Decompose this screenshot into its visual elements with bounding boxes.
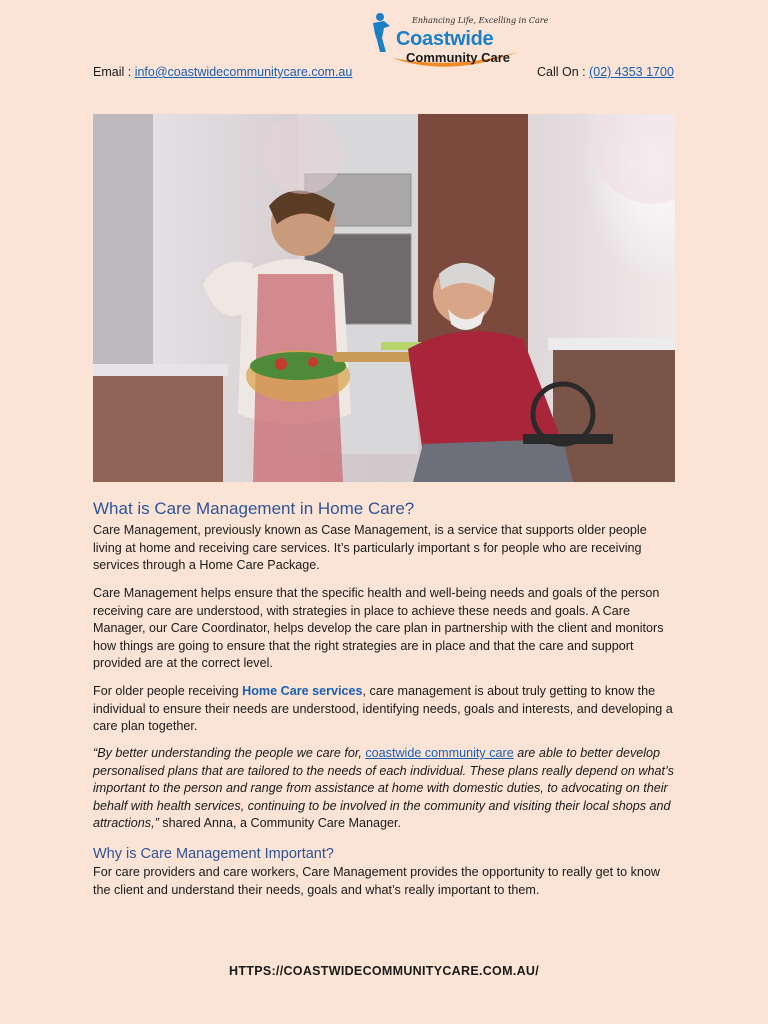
logo-name-line1: Coastwide bbox=[396, 28, 494, 50]
paragraph-older-people bbox=[93, 683, 678, 736]
logo-tagline: Enhancing Life, Excelling in Care bbox=[412, 16, 549, 25]
email-link[interactable]: info@coastwidecommunitycare.com.au bbox=[134, 65, 353, 79]
paragraph-why-important: For care providers and care workers, Care Management provides the opportunity to really get to know the client and understand their needs, goals and what’s really important to them. bbox=[93, 865, 660, 897]
hero-photo bbox=[93, 114, 675, 482]
coastwide-community-care-link[interactable]: coastwide community care bbox=[365, 746, 514, 760]
paragraph-intro: Care Management, previously known as Case Management, is a service that supports older people living at home and receiving care services. It’s particularly important s for people who are receiving services through a Home Care Package. bbox=[93, 523, 647, 573]
quote-lead: “By better understanding the people we care for, bbox=[93, 746, 366, 760]
heading-what-is-care-management: What is Care Management in Home Care? bbox=[93, 499, 415, 518]
logo-name-line2: Community Care bbox=[406, 50, 511, 65]
phone-link[interactable]: (02) 4353 1700 bbox=[589, 65, 674, 79]
footer-website-url[interactable]: HTTPS://COASTWIDECOMMUNITYCARE.COM.AU/ bbox=[229, 964, 539, 978]
heading-why-important: Why is Care Management Important? bbox=[93, 846, 334, 862]
paragraph-helps-ensure: Care Management helps ensure that the specific health and well-being needs and goals of the person receiving care are understood, with strategies in place to achieve these needs and goals. A Care Manager, our Care Coordinator, helps develop the care plan in partnership with the client and monitors how things are going to ensure that the right strategies are in place and that the care and support provided are at the correct level. bbox=[93, 586, 664, 671]
paragraph-quote bbox=[93, 745, 678, 833]
quote-attribution: shared Anna, a Community Care Manager. bbox=[158, 816, 402, 831]
company-logo bbox=[370, 8, 549, 74]
paragraph-older-people-lead: For older people receiving bbox=[93, 684, 243, 698]
phone-contact bbox=[537, 65, 674, 79]
quote-body: are able to better develop personalised plans that are tailored to the needs of each individual. These plans really depend on what’s important to the person and range from assistance at home with domestic duties, to advocating on their behalf with health services, continuing to be involved in the community and visiting their local shops and attractions,” bbox=[93, 746, 674, 831]
paragraph-older-people-rest: , care management is about truly getting to know the individual to ensure their needs are understood, identifying needs, goals and interests, and developing a care plan together. bbox=[93, 684, 673, 734]
email-label: Email : bbox=[93, 65, 135, 79]
home-care-services-link[interactable]: Home Care services bbox=[242, 684, 363, 698]
kitchen-photo-icon bbox=[93, 114, 675, 482]
email-contact bbox=[93, 65, 352, 79]
phone-label: Call On : bbox=[537, 65, 590, 79]
